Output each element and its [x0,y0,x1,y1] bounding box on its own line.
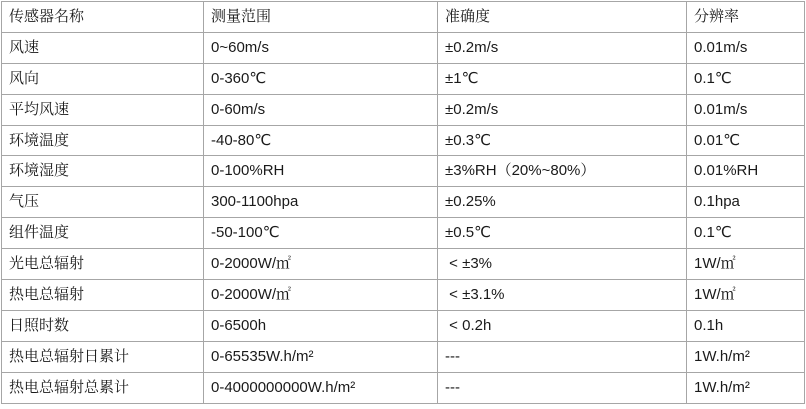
table-cell: 环境湿度 [2,156,204,187]
table-cell: 0.1℃ [687,218,805,249]
table-cell: 1W/㎡ [687,280,805,311]
table-cell: ±3%RH（20%~80%） [438,156,687,187]
table-cell: 1W.h/m² [687,341,805,372]
table-row [2,249,805,280]
table-cell: 热电总辐射 [2,280,204,311]
table-cell: 0.01%RH [687,156,805,187]
table-cell: 300-1100hpa [204,187,438,218]
table-cell: 平均风速 [2,94,204,125]
table-row [2,341,805,372]
table-cell: --- [438,341,687,372]
column-header-accuracy: 准确度 [438,2,687,33]
table-cell: ±0.2m/s [438,32,687,63]
sensor-spec-table [1,1,805,404]
table-cell: 0.01℃ [687,125,805,156]
table-row [2,310,805,341]
table-cell: 光电总辐射 [2,249,204,280]
table-cell: 风向 [2,63,204,94]
table-cell: 热电总辐射总累计 [2,372,204,403]
table-row [2,125,805,156]
column-header-measure-range: 测量范围 [204,2,438,33]
table-cell: 1W.h/m² [687,372,805,403]
table-row [2,156,805,187]
table-cell: ±0.25% [438,187,687,218]
table-cell: 0-2000W/㎡ [204,249,438,280]
column-header-resolution: 分辨率 [687,2,805,33]
table-cell: < 0.2h [438,310,687,341]
table-cell: 0-60m/s [204,94,438,125]
table-cell: 0.1hpa [687,187,805,218]
table-cell: --- [438,372,687,403]
table-row [2,187,805,218]
table-cell: 0-6500h [204,310,438,341]
table-cell: -40-80℃ [204,125,438,156]
table-cell: 0-65535W.h/m² [204,341,438,372]
table-cell: < ±3.1% [438,280,687,311]
table-cell: ±1℃ [438,63,687,94]
table-row [2,32,805,63]
table-row [2,372,805,403]
table-cell: 1W/㎡ [687,249,805,280]
table-cell: 环境温度 [2,125,204,156]
table-cell: 0~60m/s [204,32,438,63]
table-cell: 热电总辐射日累计 [2,341,204,372]
table-cell: 气压 [2,187,204,218]
table-cell: 0.01m/s [687,94,805,125]
table-row [2,280,805,311]
table-cell: ±0.5℃ [438,218,687,249]
table-header-row [2,2,805,33]
table-cell: 0.1℃ [687,63,805,94]
table-cell: 0-4000000000W.h/m² [204,372,438,403]
table-cell: 0-100%RH [204,156,438,187]
table-cell: < ±3% [438,249,687,280]
table-row [2,63,805,94]
column-header-sensor-name: 传感器名称 [2,2,204,33]
table-cell: 0-2000W/㎡ [204,280,438,311]
table-cell: 0-360℃ [204,63,438,94]
table-cell: 风速 [2,32,204,63]
table-cell: 组件温度 [2,218,204,249]
table-cell: -50-100℃ [204,218,438,249]
table-cell: 日照时数 [2,310,204,341]
table-cell: ±0.2m/s [438,94,687,125]
table-cell: 0.01m/s [687,32,805,63]
table-cell: 0.1h [687,310,805,341]
table-cell: ±0.3℃ [438,125,687,156]
table-row [2,218,805,249]
table-body [2,32,805,403]
table-row [2,94,805,125]
